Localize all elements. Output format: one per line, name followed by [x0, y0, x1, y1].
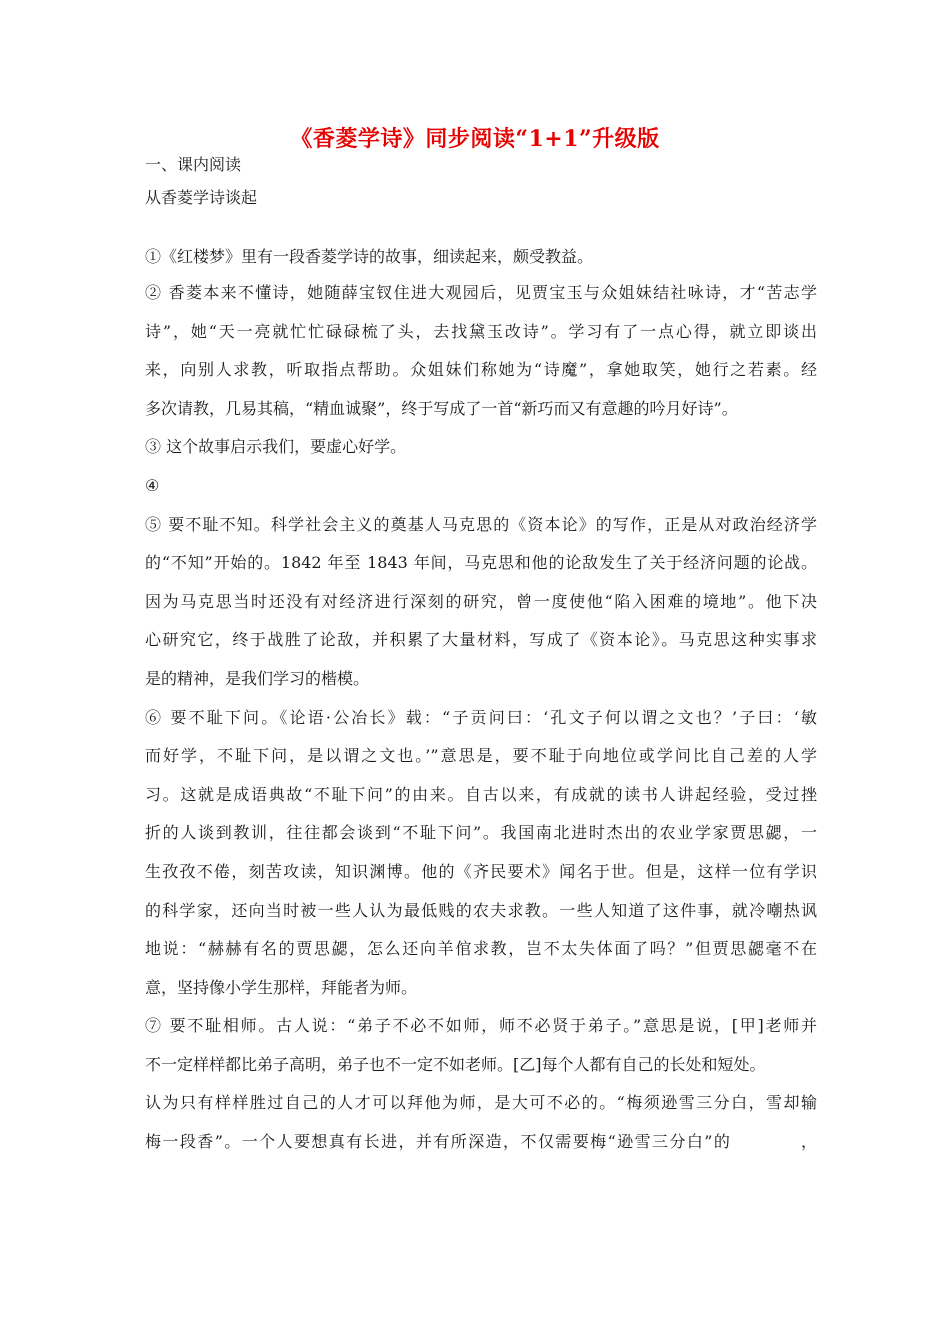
document-title: 《香菱学诗》同步阅读“1+1”升级版: [290, 126, 660, 152]
text-line: ④: [145, 475, 160, 495]
text-line: ⑦ 要不耻相师。古人说：“弟子不必不如师，师不必贤于弟子。”意思是说，[甲]老师并: [145, 1016, 817, 1036]
document-body: [145, 150, 817, 1162]
text-line: 生孜孜不倦，刻苦攻读，知识渊博。他的《齐民要术》闻名于世。但是，这样一位有学识: [145, 861, 817, 881]
section-heading: 一、课内阅读: [145, 155, 242, 174]
text-line: 意，坚持像小学生那样，拜能者为师。: [145, 977, 418, 997]
text-line: 而好学，不耻下问，是以谓之文也。’”意思是，要不耻于向地位或学问比自己差的人学: [145, 746, 817, 766]
article-lines: [145, 240, 817, 1162]
spacer: [145, 216, 817, 240]
text-line: ② 香菱本来不懂诗，她随薛宝钗住进大观园后，见贾宝玉与众姐妹结社咏诗，才“苦志学: [145, 283, 817, 302]
text-line: 习。这就是成语典故“不耻下问”的由来。自古以来，有成就的读书人讲起经验，受过挫: [145, 784, 817, 804]
text-line: 诗”，她“天一亮就忙忙碌碌梳了头，去找黛玉改诗”。学习有了一点心得，就立即谈出: [145, 321, 817, 341]
text-line: 来，向别人求教，听取指点帮助。众姐妹们称她为“诗魔”，拿她取笑，她行之若素。经: [145, 360, 817, 380]
text-line: 因为马克思当时还没有对经济进行深刻的研究，曾一度使他“陷入困难的境地”。他下决: [145, 591, 817, 611]
text-line: ③ 这个故事启示我们，要虚心好学。: [145, 437, 407, 457]
text-line: 心研究它，终于战胜了论敌，并积累了大量材料，写成了《资本论》。马克思这种实事求: [145, 630, 817, 650]
text-line: 认为只有样样胜过自己的人才可以拜他为师，是大可不必的。“梅须逊雪三分白，雪却输: [145, 1093, 817, 1113]
text-line: ⑥ 要不耻下问。《论语·公冶长》载：“子贡问曰：‘孔文子何以谓之文也？’子曰：‘敏: [145, 707, 817, 727]
text-line: 多次请教，几易其稿，“精血诚聚”，终于写成了一首“新巧而又有意趣的吟月好诗”。: [145, 398, 738, 418]
text-line: 的“不知”开始的。1842 年至 1843 年间，马克思和他的论敌发生了关于经济问题的论战。: [145, 553, 817, 573]
text-line: 是的精神，是我们学习的楷模。: [145, 668, 370, 688]
text-line: ①《红楼梦》里有一段香菱学诗的故事，细读起来，颇受教益。: [145, 247, 594, 266]
text-line: ⑤ 要不耻不知。科学社会主义的奠基人马克思的《资本论》的写作，正是从对政治经济学: [145, 514, 817, 534]
text-line: 折的人谈到教训，往往都会谈到“不耻下问”。我国南北进时杰出的农业学家贾思勰，一: [145, 823, 817, 843]
text-line: 梅一段香”。一个人要想真有长进，并有所深造，不仅需要梅“逊雪三分白”的 ，: [145, 1132, 817, 1152]
article-subtitle: 从香菱学诗谈起: [145, 188, 258, 207]
text-line: 地说：“赫赫有名的贾思勰，怎么还向羊倌求教，岂不太失体面了吗？”但贾思勰毫不在: [145, 939, 817, 959]
text-line: 的科学家，还向当时被一些人认为最低贱的农夫求教。一些人知道了这件事，就冷嘲热讽: [145, 900, 817, 920]
text-line: 不一定样样都比弟子高明，弟子也不一定不如老师。[乙]每个人都有自己的长处和短处。: [145, 1054, 766, 1074]
